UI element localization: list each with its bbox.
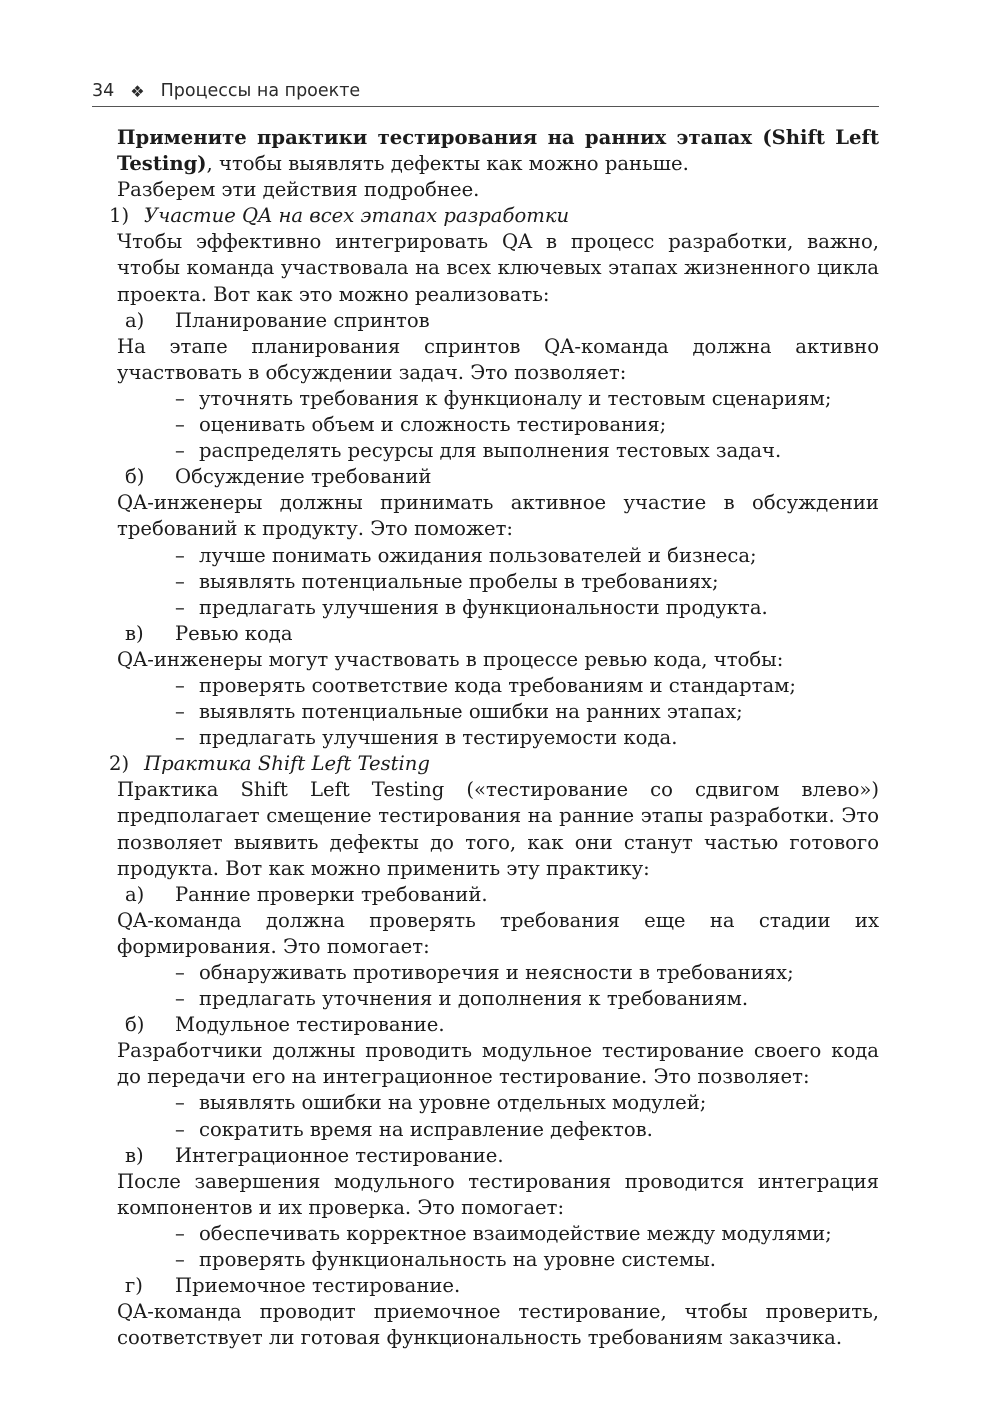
section-heading bbox=[109, 203, 879, 229]
header-rule bbox=[92, 106, 879, 107]
bullet-text: предлагать улучшения в функциональности продукта. bbox=[199, 595, 768, 619]
item-letter: в) bbox=[125, 1143, 144, 1167]
item-paragraph: На этапе планирования спринтов QA-команда должна активно участвовать в обсуждении задач. Это позволяет: bbox=[117, 334, 879, 384]
page-number: 34 bbox=[92, 81, 115, 101]
item-letter: а) bbox=[125, 882, 145, 906]
item-heading bbox=[125, 621, 879, 647]
item-paragraph: QA-команда должна проверять требования еще на стадии их формирования. Это помогает: bbox=[117, 908, 879, 958]
section-title: Практика Shift Left Testing bbox=[144, 752, 430, 776]
item-paragraph: После завершения модульного тестирования проводится интеграция компонентов и их проверка. Это помогает: bbox=[117, 1169, 879, 1219]
item-paragraph: Разработчики должны проводить модульное тестирование своего кода до передачи его на интеграционное тестирование. Это позволяет: bbox=[117, 1039, 879, 1089]
bullet-dash: – bbox=[175, 439, 185, 463]
item-letter: г) bbox=[125, 1274, 143, 1298]
bullet-text: распределять ресурсы для выполнения тестовых задач. bbox=[199, 439, 782, 463]
bullet-text: выявлять потенциальные ошибки на ранних этапах; bbox=[199, 700, 743, 724]
bullet-item bbox=[175, 543, 879, 569]
item-title: Ранние проверки требований. bbox=[175, 882, 488, 906]
bullet-item bbox=[175, 699, 879, 725]
item-heading bbox=[125, 1012, 879, 1038]
bullet-dash: – bbox=[175, 386, 185, 410]
item-title: Ревью кода bbox=[175, 621, 293, 645]
chapter-title: Процессы на проекте bbox=[160, 81, 361, 101]
item-letter: б) bbox=[125, 1013, 145, 1037]
bullet-dash: – bbox=[175, 543, 185, 567]
item-letter: б) bbox=[125, 465, 145, 489]
bullet-item bbox=[175, 595, 879, 621]
item-heading bbox=[125, 882, 879, 908]
bullet-item bbox=[175, 386, 879, 412]
bullet-dash: – bbox=[175, 673, 185, 697]
bullet-item bbox=[175, 438, 879, 464]
bullet-dash: – bbox=[175, 726, 185, 750]
ornament-icon: ❖ bbox=[130, 81, 145, 101]
bullet-item bbox=[175, 1247, 879, 1273]
item-heading bbox=[125, 464, 879, 490]
bullet-item bbox=[175, 960, 879, 986]
bullet-text: уточнять требования к функционалу и тестовым сценариям; bbox=[199, 386, 832, 410]
bullet-item bbox=[175, 1221, 879, 1247]
bullet-item bbox=[175, 569, 879, 595]
bullet-dash: – bbox=[175, 1221, 185, 1245]
bullet-text: обеспечивать корректное взаимодействие между модулями; bbox=[199, 1221, 832, 1245]
bullet-text: обнаруживать противоречия и неясности в требованиях; bbox=[199, 961, 794, 984]
bullet-text: предлагать уточнения и дополнения к требованиям. bbox=[199, 987, 749, 1011]
page-body bbox=[109, 125, 879, 1351]
bullet-dash: – bbox=[175, 569, 185, 593]
bullet-dash: – bbox=[175, 413, 185, 437]
bullet-dash: – bbox=[175, 700, 185, 724]
bullet-item bbox=[175, 673, 879, 699]
item-title: Интеграционное тестирование. bbox=[175, 1143, 504, 1167]
section-paragraph: Практика Shift Left Testing («тестирование со сдвигом влево») предполагает смещение тестирования на ранние этапы разработки. Это позволяет выявить дефекты до того, как они станут частью готового продукта. Вот как можно применить эту практику: bbox=[117, 778, 879, 880]
bullet-item bbox=[175, 1117, 879, 1143]
item-title: Обсуждение требований bbox=[175, 465, 432, 489]
item-paragraph: QA-команда проводит приемочное тестирование, чтобы проверить, соответствует ли готовая функциональность требованиям заказчика. bbox=[117, 1300, 879, 1350]
item-letter: а) bbox=[125, 308, 145, 332]
bullet-item bbox=[175, 412, 879, 438]
bullet-dash: – bbox=[175, 1248, 185, 1272]
sections bbox=[109, 203, 879, 1351]
item-heading bbox=[125, 1273, 879, 1299]
item-title: Модульное тестирование. bbox=[175, 1013, 445, 1037]
item-heading bbox=[125, 308, 879, 334]
intro-paragraph bbox=[117, 125, 879, 177]
intro-rest: , чтобы выявлять дефекты как можно раньше. bbox=[206, 152, 689, 176]
running-header bbox=[92, 78, 879, 104]
bullet-item bbox=[175, 986, 879, 1012]
item-title: Планирование спринтов bbox=[175, 308, 430, 332]
bullet-dash: – bbox=[175, 595, 185, 619]
section-number: 1) bbox=[109, 204, 130, 228]
bullet-text: выявлять ошибки на уровне отдельных модулей; bbox=[199, 1091, 707, 1115]
item-letter: в) bbox=[125, 621, 144, 645]
bullet-item bbox=[175, 1090, 879, 1116]
section-title: Участие QA на всех этапах разработки bbox=[144, 204, 570, 228]
item-title: Приемочное тестирование. bbox=[175, 1274, 461, 1298]
section-number: 2) bbox=[109, 752, 130, 776]
bullet-text: оценивать объем и сложность тестирования; bbox=[199, 413, 667, 437]
bullet-text: сократить время на исправление дефектов. bbox=[199, 1117, 653, 1141]
section-heading bbox=[109, 751, 879, 777]
bullet-text: предлагать улучшения в тестируемости кода. bbox=[199, 726, 678, 750]
item-heading bbox=[125, 1143, 879, 1169]
section-paragraph: Чтобы эффективно интегрировать QA в процесс разработки, важно, чтобы команда участвовала на всех ключевых этапах жизненного цикла проекта. Вот как это можно реализовать: bbox=[117, 230, 879, 306]
bullet-item bbox=[175, 725, 879, 751]
bullet-dash: – bbox=[175, 1091, 185, 1115]
intro-bold: Примените практики тестирования на ранних этапах (Shift Left Testing) bbox=[117, 126, 879, 176]
item-paragraph: QA-инженеры должны принимать активное участие в обсуждении требований к продукту. Это поможет: bbox=[117, 491, 879, 541]
bullet-text: лучше понимать ожидания пользователей и бизнеса; bbox=[199, 543, 757, 567]
bullet-dash: – bbox=[175, 987, 185, 1011]
bullet-text: проверять функциональность на уровне системы. bbox=[199, 1248, 716, 1272]
item-paragraph: QA-инженеры могут участвовать в процессе ревью кода, чтобы: bbox=[117, 647, 784, 671]
intro-line2: Разберем эти действия подробнее. bbox=[117, 178, 480, 202]
bullet-dash: – bbox=[175, 1117, 185, 1141]
bullet-dash: – bbox=[175, 961, 185, 984]
bullet-text: проверять соответствие кода требованиям и стандартам; bbox=[199, 673, 797, 697]
bullet-text: выявлять потенциальные пробелы в требованиях; bbox=[199, 569, 719, 593]
